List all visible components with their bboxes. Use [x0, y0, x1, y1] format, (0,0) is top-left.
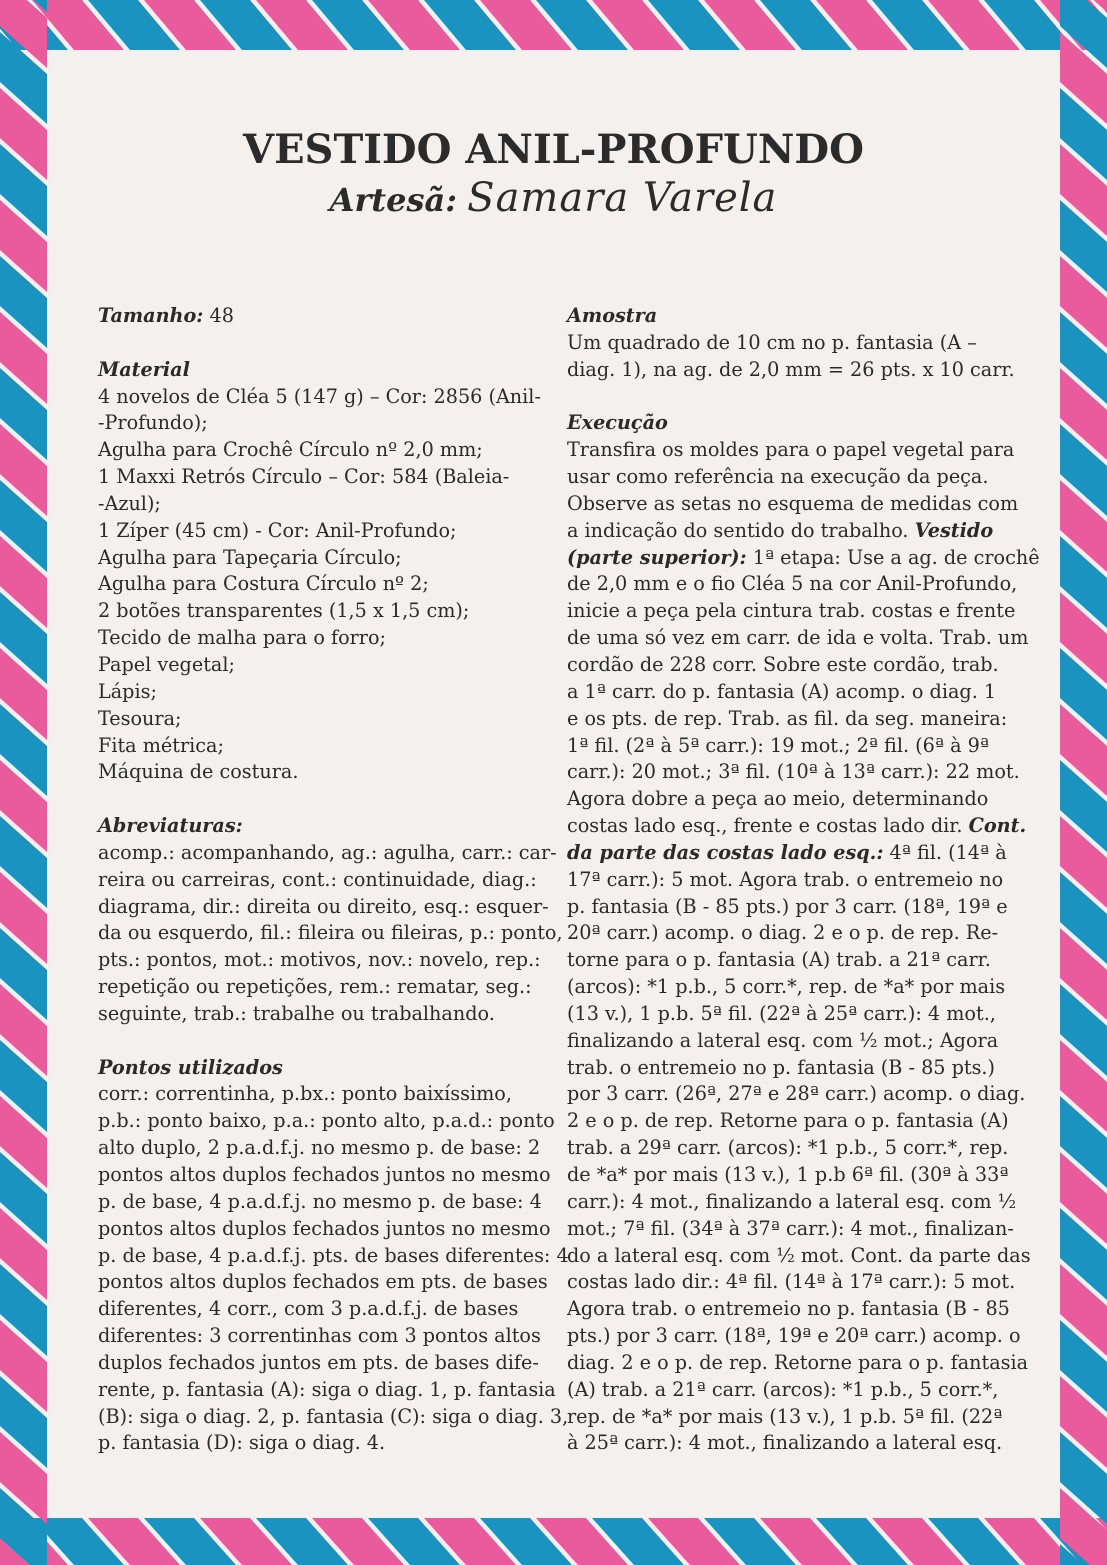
execution-text-segment: trab. o entremeio no p. fantasia (B - 85 pts.) [567, 1055, 996, 1079]
execution-text-segment: (arcos): *1 p.b., 5 corr.*, rep. de *a* por mais [567, 975, 1006, 999]
abbreviations-heading: Abreviaturas: [98, 814, 243, 838]
execution-text-segment: (13 v.), 1 p.b. 5ª fil. (22ª à 25ª carr.): 4 mot., [567, 1001, 996, 1025]
execution-text-segment: finalizando a lateral esq. com ½ mot.; Agora [567, 1028, 999, 1052]
size-value: 48 [203, 304, 234, 327]
top-stripes [0, 0, 1107, 50]
execution-text-segment: trab. a 29ª carr. (arcos): *1 p.b., 5 corr.*, rep. [567, 1136, 1009, 1160]
stitch-line: p.b.: ponto baixo, p.a.: ponto alto, p.a.d.: ponto [98, 1109, 555, 1133]
material-item: 1 Zíper (45 cm) - Cor: Anil-Profundo; [98, 518, 457, 542]
execution-text-segment: e os pts. de rep. Trab. as fil. da seg. maneira: [567, 706, 1008, 730]
material-item: 1 Maxxi Retrós Círculo – Cor: 584 (Baleia- [98, 465, 510, 489]
execution-text-segment: de 2,0 mm e o fio Cléa 5 na cor Anil-Profundo, [567, 572, 1018, 596]
execution-line [567, 518, 1017, 545]
abbreviations-text [98, 840, 563, 1028]
material-item: 4 novelos de Cléa 5 (147 g) – Cor: 2856 (Anil- [98, 384, 541, 408]
left-column [98, 303, 569, 1457]
execution-line [567, 1269, 1017, 1296]
execution-line [567, 1430, 1017, 1457]
stitch-line: alto duplo, 2 p.a.d.f.j. no mesmo p. de base: 2 [98, 1136, 541, 1160]
stitch-line: (B): siga o diag. 2, p. fantasia (C): siga o diag. 3, [98, 1404, 569, 1428]
material-item: Tecido de malha para o forro; [98, 626, 386, 650]
execution-text [567, 437, 1040, 1457]
execution-line [567, 1189, 1017, 1216]
execution-text-segment: de *a* por mais (13 v.), 1 p.b 6ª fil. (30ª à 33ª [567, 1163, 1009, 1186]
abbreviation-line: repetição ou repetições, rem.: rematar, seg.: [98, 975, 532, 999]
execution-text-segment: Agora dobre a peça ao meio, determinando [567, 787, 989, 811]
stitch-line: corr.: correntinha, p.bx.: ponto baixíssimo, [98, 1082, 512, 1106]
stitch-line: pontos altos duplos fechados juntos no mesmo [98, 1163, 551, 1186]
execution-line [567, 947, 1017, 974]
abbreviation-line: seguinte, trab.: trabalhe ou trabalhando. [98, 1001, 495, 1025]
execution-line [567, 491, 1017, 518]
stitch-line: pontos altos duplos fechados juntos no mesmo [98, 1216, 551, 1240]
right-column [567, 303, 1040, 1457]
artisan-label: Artesã: [329, 181, 457, 219]
execution-text-segment: por 3 carr. (26ª, 27ª e 28ª carr.) acomp. o diag. [567, 1082, 1026, 1106]
execution-text-segment: p. fantasia (B - 85 pts.) por 3 carr. (18ª, 19ª e [567, 894, 1008, 918]
stitch-line: diferentes: 3 correntinhas com 3 pontos altos [98, 1324, 541, 1348]
execution-text-segment: cordão de 228 corr. Sobre este cordão, trab. [567, 652, 999, 676]
execution-text-segment: usar como referência na execução da peça. [567, 465, 989, 489]
execution-line [567, 867, 1017, 894]
material-list [98, 384, 548, 787]
execution-line [567, 1243, 1031, 1270]
execution-text-segment: 2 e o p. de rep. Retorne para o p. fantasia (A) [567, 1109, 1009, 1133]
execution-text-segment: costas lado esq., frente e costas lado dir. [567, 814, 969, 838]
execution-line [567, 1296, 1017, 1323]
size-line [98, 303, 548, 330]
execution-text-segment: torne para o p. fantasia (A) trab. a 21ª carr. [567, 948, 991, 972]
material-item: Máquina de costura. [98, 760, 299, 784]
execution-line [567, 437, 1017, 464]
execution-text-segment: inicie a peça pela cintura trab. costas e frente [567, 599, 1016, 623]
execution-line [567, 625, 1029, 652]
sample-line: diag. 1), na ag. de 2,0 mm = 26 pts. x 10 carr. [567, 357, 1015, 381]
stitch-line: p. fantasia (D): siga o diag. 4. [98, 1431, 386, 1455]
execution-line [567, 1377, 1017, 1404]
execution-line [567, 652, 1017, 679]
material-item: Agulha para Tapeçaria Círculo; [98, 545, 402, 569]
execution-emphasis: Cont. [968, 814, 1027, 838]
execution-line [567, 920, 1017, 947]
execution-line [567, 1404, 1017, 1431]
execution-line [567, 786, 1017, 813]
stitch-line: p. de base, 4 p.a.d.f.j. no mesmo p. de base: 4 [98, 1189, 542, 1213]
material-item: Fita métrica; [98, 733, 224, 757]
execution-text-segment: 17ª carr.): 5 mot. Agora trab. o entremeio no [567, 867, 1004, 891]
execution-line [567, 1028, 1017, 1055]
execution-line [567, 545, 1040, 572]
execution-line [567, 1055, 1017, 1082]
stitch-line: diferentes, 4 corr., com 3 p.a.d.f.j. de bases [98, 1297, 519, 1321]
sample-text [567, 330, 1017, 384]
right-stripes [1060, 0, 1107, 1565]
bottom-stripes [0, 1518, 1107, 1565]
execution-text-segment: 1ª etapa: Use a ag. de crochê [746, 545, 1040, 569]
execution-line [567, 894, 1017, 921]
page-title: VESTIDO ANIL-PROFUNDO [243, 126, 864, 173]
abbreviation-line: pts.: pontos, mot.: motivos, nov.: novelo, rep.: [98, 948, 541, 972]
execution-line [567, 679, 1017, 706]
execution-line [567, 571, 1017, 598]
execution-text-segment: a 1ª carr. do p. fantasia (A) acomp. o diag. 1 [567, 679, 997, 703]
execution-text-segment: do a lateral esq. com ½ mot. Cont. da parte das [567, 1243, 1031, 1267]
execution-text-segment: mot.; 7ª fil. (34ª à 37ª carr.): 4 mot., finalizan- [567, 1216, 1014, 1240]
execution-line [567, 598, 1017, 625]
execution-line [567, 813, 1027, 840]
execution-line [567, 464, 1017, 491]
execution-emphasis: da parte das costas lado esq.: [567, 840, 884, 864]
material-item: Lápis; [98, 679, 157, 703]
sample-line: Um quadrado de 10 cm no p. fantasia (A – [567, 330, 977, 354]
execution-emphasis: (parte superior): [567, 545, 747, 569]
stitches-text [98, 1081, 569, 1457]
execution-line [567, 840, 1017, 867]
sample-heading: Amostra [567, 304, 658, 327]
execution-text-segment: costas lado dir.: 4ª fil. (14ª à 17ª carr.): 5 mot. [567, 1270, 1016, 1294]
material-item: Agulha para Costura Círculo nº 2; [98, 572, 429, 596]
left-stripes [0, 0, 47, 1565]
execution-line [567, 1216, 1017, 1243]
size-label: Tamanho: [98, 304, 204, 327]
material-item: Papel vegetal; [98, 652, 235, 676]
execution-text-segment: 1ª fil. (2ª à 5ª carr.): 19 mot.; 2ª fil. (6ª à 9ª [567, 733, 989, 757]
execution-text-segment: (A) trab. a 21ª carr. (arcos): *1 p.b., 5 corr.*, [567, 1377, 999, 1401]
execution-text-segment: rep. de *a* por mais (13 v.), 1 p.b. 5ª fil. (22ª [567, 1404, 1003, 1428]
artisan-byline [0, 175, 1107, 221]
stitches-heading: Pontos utilizados [98, 1055, 283, 1079]
material-item: -Profundo); [98, 411, 208, 435]
material-heading: Material [98, 357, 190, 381]
execution-text-segment: Observe as setas no esquema de medidas com [567, 491, 1019, 515]
material-item: Tesoura; [98, 706, 182, 730]
execution-text-segment: Transfira os moldes para o papel vegetal para [567, 438, 1015, 462]
execution-line [567, 733, 1017, 760]
execution-text-segment: pts.) por 3 carr. (18ª, 19ª e 20ª carr.) acomp. o [567, 1324, 1021, 1348]
material-item: 2 botões transparentes (1,5 x 1,5 cm); [98, 599, 470, 623]
execution-line [567, 759, 1020, 786]
execution-line [567, 706, 1017, 733]
material-item: -Azul); [98, 491, 161, 515]
execution-text-segment: 4ª fil. (14ª à [883, 840, 1007, 864]
artisan-name: Samara Varela [467, 175, 778, 221]
execution-line [567, 974, 1017, 1001]
execution-text-segment: carr.): 4 mot., finalizando a lateral esq. com ½ [567, 1189, 1017, 1213]
execution-text-segment: carr.): 20 mot.; 3ª fil. (10ª à 13ª carr.): 22 mot. [567, 760, 1020, 784]
execution-emphasis: Vestido [914, 518, 994, 542]
execution-text-segment: diag. 2 e o p. de rep. Retorne para o p. fantasia [567, 1350, 1029, 1374]
execution-line [567, 1350, 1029, 1377]
stitch-line: duplos fechados juntos em pts. de bases dife- [98, 1350, 539, 1374]
execution-text-segment: à 25ª carr.): 4 mot., finalizando a lateral esq. [567, 1431, 1003, 1455]
stitch-line: p. de base, 4 p.a.d.f.j. pts. de bases diferentes: 4 [98, 1243, 569, 1267]
execution-text-segment: Agora trab. o entremeio no p. fantasia (B - 85 [567, 1297, 1010, 1321]
abbreviation-line: diagrama, dir.: direita ou direito, esq.: esquer- [98, 894, 549, 918]
execution-line [567, 1323, 1021, 1350]
execution-text-segment: de uma só vez em carr. de ida e volta. Trab. um [567, 626, 1029, 650]
material-item: Agulha para Crochê Círculo nº 2,0 mm; [98, 438, 483, 462]
abbreviation-line: acomp.: acompanhando, ag.: agulha, carr.: car- [98, 840, 557, 864]
stitch-line: rente, p. fantasia (A): siga o diag. 1, p. fantasia [98, 1377, 556, 1401]
abbreviation-line: reira ou carreiras, cont.: continuidade, diag.: [98, 867, 537, 891]
execution-heading: Execução [567, 411, 668, 435]
execution-line [567, 1081, 1026, 1108]
execution-line [567, 1001, 1017, 1028]
execution-text-segment: 20ª carr.) acomp. o diag. 2 e o p. de rep. Re- [567, 921, 999, 945]
execution-line [567, 1108, 1017, 1135]
abbreviation-line: da ou esquerdo, fil.: fileira ou fileiras, p.: ponto, [98, 921, 563, 945]
execution-line [567, 1162, 1017, 1189]
execution-text-segment: a indicação do sentido do trabalho. [567, 518, 915, 542]
execution-line [567, 1135, 1017, 1162]
stitch-line: pontos altos duplos fechados em pts. de bases [98, 1270, 548, 1294]
